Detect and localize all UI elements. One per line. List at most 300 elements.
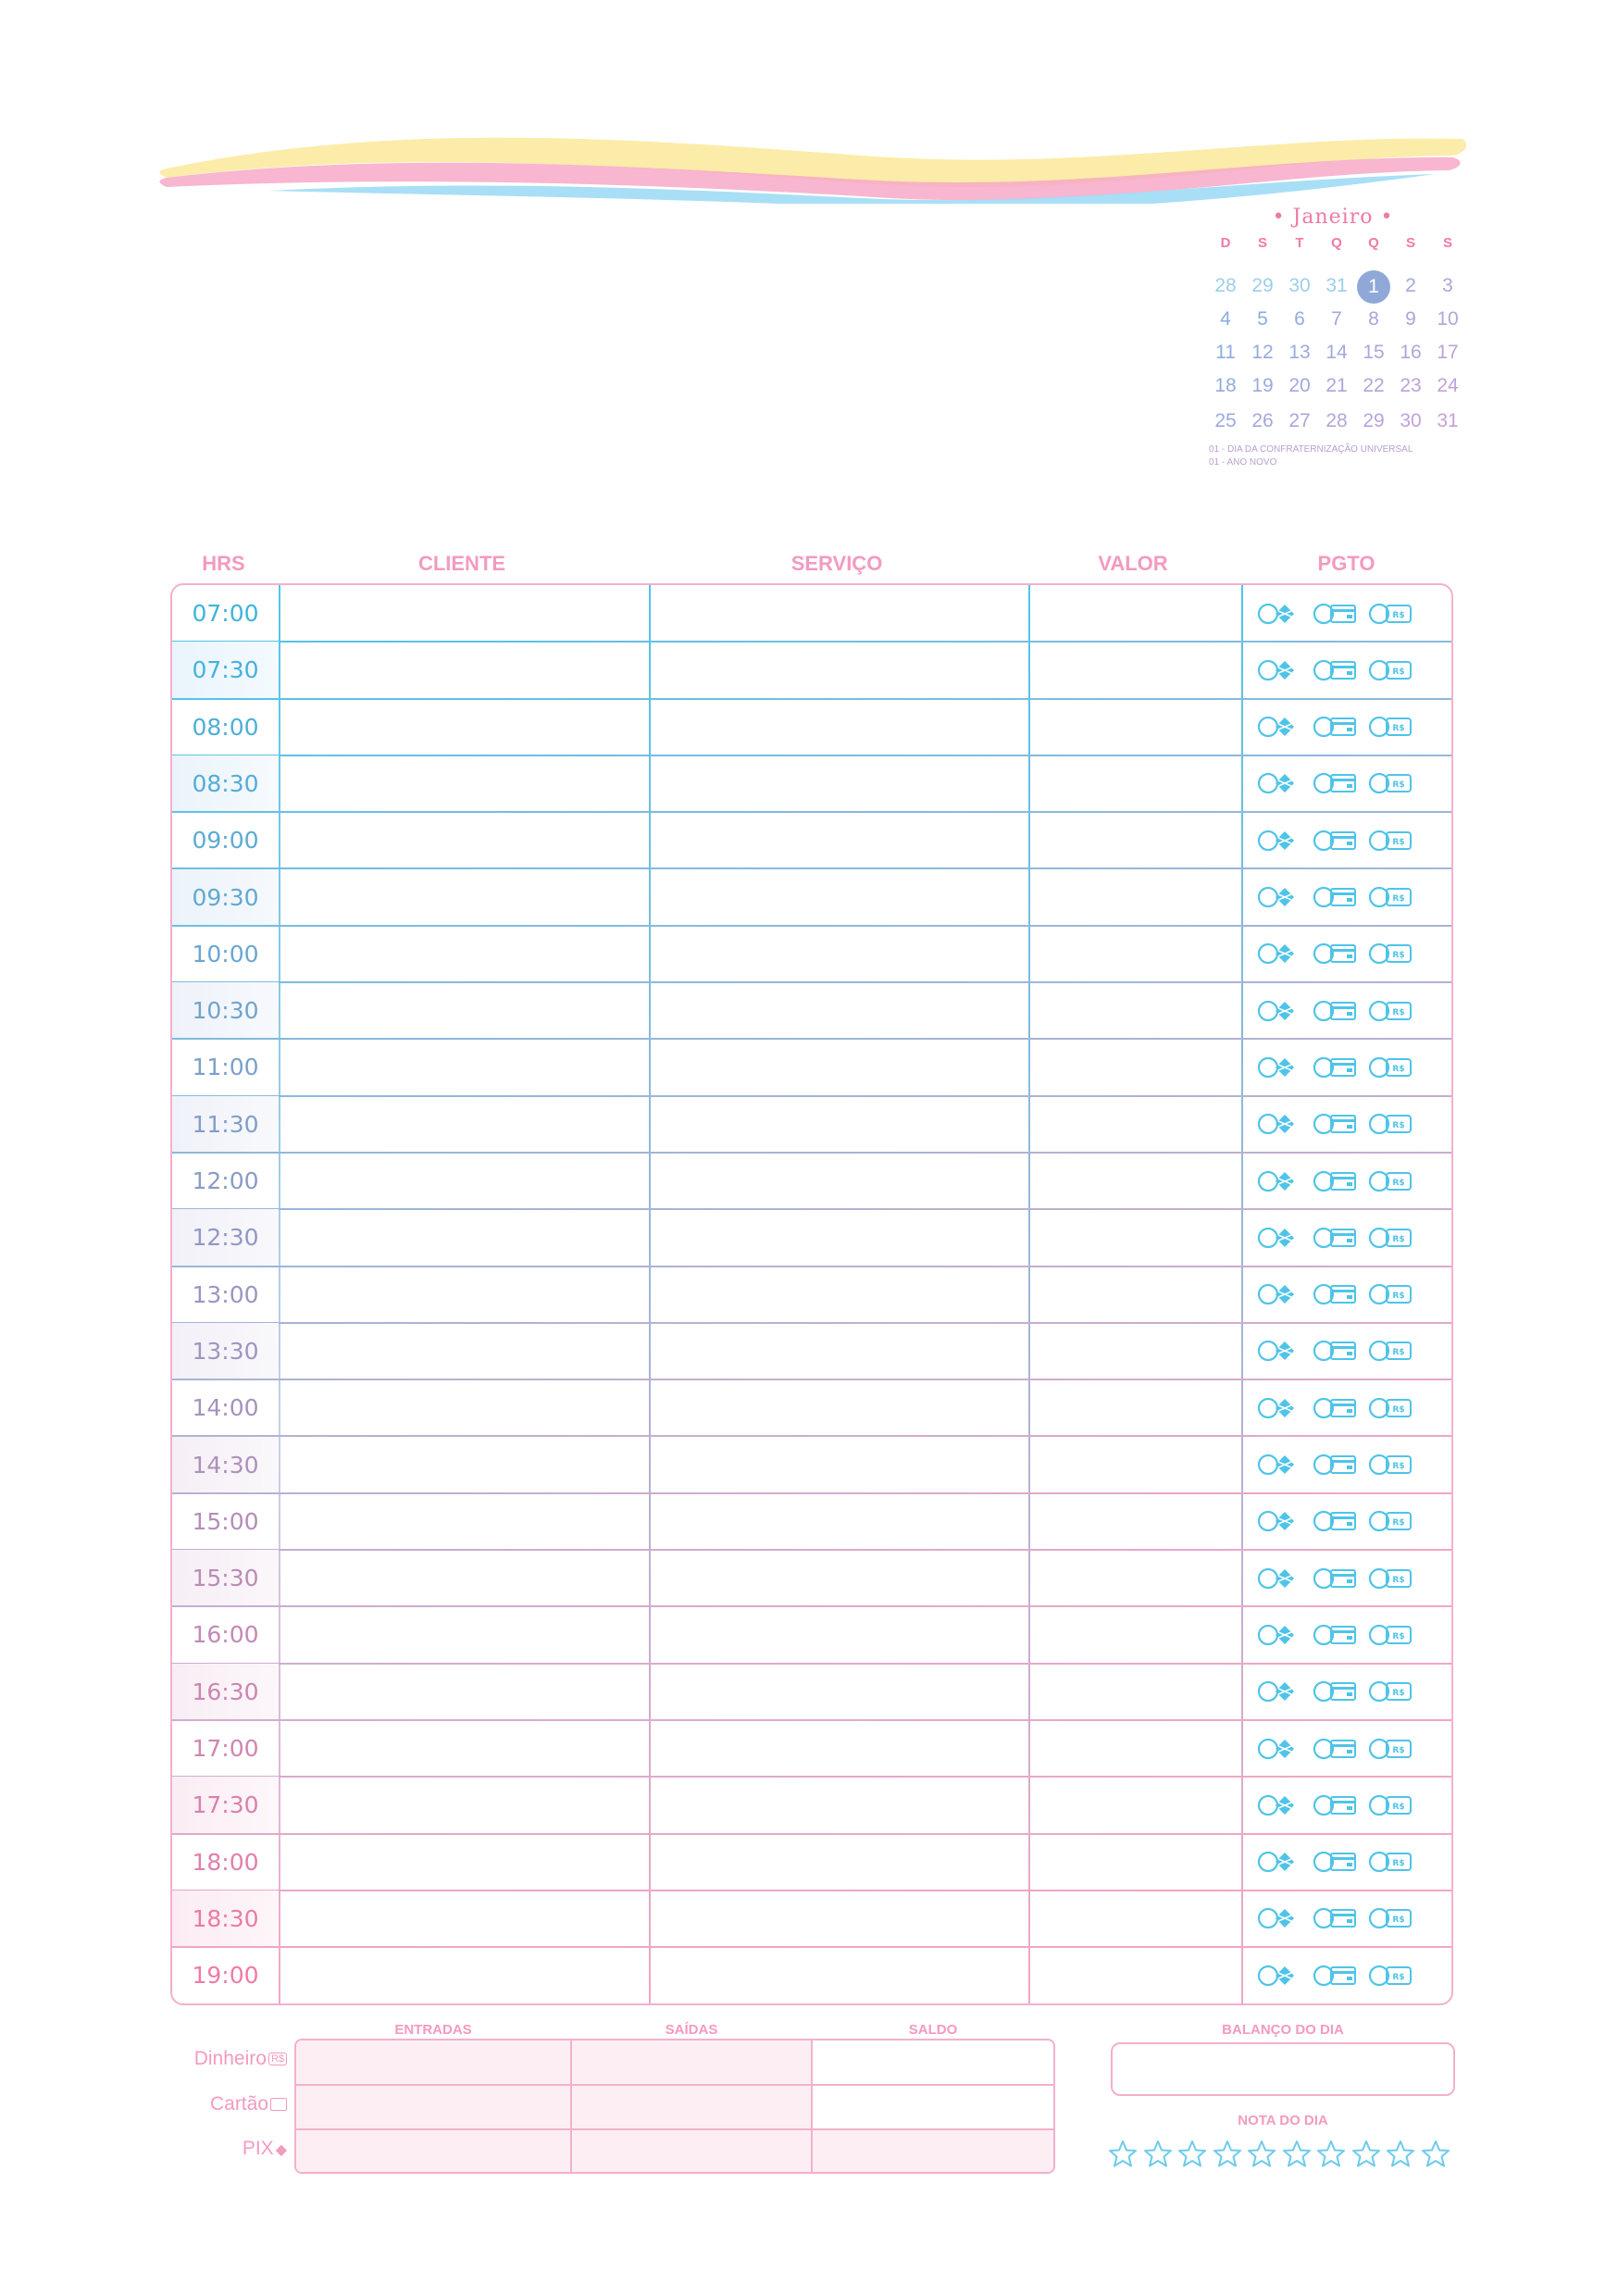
calendar-day[interactable]: 28 <box>1326 410 1348 431</box>
cash-icon <box>1387 775 1411 792</box>
valor-input[interactable] <box>1030 928 1241 980</box>
servico-input[interactable] <box>651 1211 1028 1263</box>
cliente-input[interactable] <box>280 1608 649 1660</box>
valor-input[interactable] <box>1030 1552 1241 1603</box>
calendar-day[interactable]: 22 <box>1363 375 1385 396</box>
calendar-day[interactable]: 26 <box>1251 410 1274 431</box>
payment-option[interactable] <box>1257 714 1303 740</box>
payment-option[interactable] <box>1257 1054 1303 1080</box>
servico-input[interactable] <box>651 1722 1028 1774</box>
card-icon <box>1331 1741 1355 1757</box>
payment-option[interactable] <box>1368 1281 1414 1307</box>
payment-option[interactable] <box>1368 1225 1414 1251</box>
payment-option[interactable] <box>1368 1395 1414 1421</box>
servico-input[interactable] <box>651 1041 1028 1092</box>
payment-option[interactable] <box>1313 998 1359 1024</box>
payment-checkbox <box>1313 1792 1359 1818</box>
payment-checkbox <box>1313 1508 1359 1534</box>
calendar-weekday: S <box>1405 235 1415 251</box>
payment-option[interactable] <box>1313 1338 1359 1364</box>
servico-input[interactable] <box>651 587 1028 639</box>
payment-checkbox <box>1257 601 1303 627</box>
calendar-day[interactable]: 4 <box>1220 308 1231 330</box>
valor-input[interactable] <box>1030 1949 1241 2001</box>
payment-option[interactable] <box>1257 1678 1303 1704</box>
servico-input[interactable] <box>651 1778 1028 1830</box>
valor-input[interactable] <box>1030 1325 1241 1377</box>
payment-options <box>1257 982 1424 1039</box>
calendar-day[interactable]: 20 <box>1288 375 1311 396</box>
cash-icon <box>1387 1627 1411 1643</box>
card-icon <box>1331 1456 1355 1473</box>
pix-icon <box>1276 661 1294 680</box>
servico-input[interactable] <box>651 928 1028 980</box>
cliente-input[interactable] <box>280 814 649 866</box>
payment-option[interactable] <box>1368 1736 1414 1762</box>
svg-text:R$: R$ <box>1392 1915 1405 1926</box>
calendar-day[interactable]: 12 <box>1251 342 1274 363</box>
calendar-day[interactable]: 9 <box>1405 308 1416 330</box>
payment-checkbox <box>1368 941 1414 967</box>
valor-input[interactable] <box>1030 1154 1241 1206</box>
svg-text:R$: R$ <box>1392 1121 1405 1131</box>
payment-option[interactable] <box>1368 601 1414 627</box>
payment-option[interactable] <box>1313 1168 1359 1194</box>
cash-icon <box>1387 1003 1411 1019</box>
cliente-input[interactable] <box>280 1041 649 1092</box>
cliente-input[interactable] <box>280 1722 649 1774</box>
cliente-input[interactable] <box>280 643 649 695</box>
valor-input[interactable] <box>1030 1722 1241 1774</box>
payment-options <box>1257 1890 1424 1947</box>
payment-option[interactable] <box>1368 1054 1414 1080</box>
payment-checkbox <box>1257 884 1303 910</box>
entradas-pix-input[interactable] <box>300 2133 568 2170</box>
payment-checkbox <box>1257 1338 1303 1364</box>
cliente-input[interactable] <box>280 928 649 980</box>
payment-option[interactable] <box>1313 1905 1359 1931</box>
rating-star-icon[interactable] <box>1385 2139 1416 2170</box>
payment-option[interactable] <box>1257 1508 1303 1534</box>
divider <box>570 2040 572 2172</box>
hour-cell <box>172 1834 279 1890</box>
servico-input[interactable] <box>651 871 1028 923</box>
servico-input[interactable] <box>651 1154 1028 1206</box>
payment-option[interactable] <box>1368 884 1414 910</box>
hour-label: 13:00 <box>192 1280 259 1308</box>
payment-option[interactable] <box>1257 941 1303 967</box>
rating-star-icon[interactable] <box>1420 2139 1451 2170</box>
calendar-day[interactable]: 31 <box>1326 275 1348 296</box>
cliente-input[interactable] <box>280 984 649 1036</box>
payment-option[interactable] <box>1257 1338 1303 1364</box>
servico-input[interactable] <box>651 1552 1028 1603</box>
rating-star-icon[interactable] <box>1107 2139 1139 2170</box>
calendar-day[interactable]: 16 <box>1400 342 1422 363</box>
valor-input[interactable] <box>1030 871 1241 923</box>
payment-option[interactable] <box>1368 657 1414 683</box>
payment-checkbox <box>1313 1678 1359 1704</box>
servico-input[interactable] <box>651 814 1028 866</box>
payment-option[interactable] <box>1313 828 1359 854</box>
payment-checkbox <box>1257 1395 1303 1421</box>
calendar-day[interactable]: 14 <box>1326 342 1348 363</box>
servico-input[interactable] <box>651 1949 1028 2001</box>
card-icon <box>1331 1683 1355 1700</box>
payment-option[interactable] <box>1368 1508 1414 1534</box>
payment-option[interactable] <box>1368 1452 1414 1478</box>
payment-option[interactable] <box>1313 1849 1359 1875</box>
valor-input[interactable] <box>1030 814 1241 866</box>
svg-text:R$: R$ <box>1392 894 1405 904</box>
cash-icon <box>1387 1683 1411 1700</box>
hour-label: 13:30 <box>192 1337 259 1365</box>
calendar-day[interactable]: 1 <box>1357 270 1390 304</box>
cliente-input[interactable] <box>280 587 649 639</box>
payment-option[interactable] <box>1368 1111 1414 1137</box>
payment-option[interactable] <box>1257 1736 1303 1762</box>
rating-star-icon[interactable] <box>1350 2139 1382 2170</box>
payment-checkbox <box>1313 1566 1359 1591</box>
valor-input[interactable] <box>1030 701 1241 753</box>
cliente-input[interactable] <box>280 1268 649 1320</box>
rating-star-icon[interactable] <box>1281 2139 1313 2170</box>
card-icon <box>1331 1513 1355 1529</box>
cliente-input[interactable] <box>280 1495 649 1547</box>
calendar-day[interactable]: 3 <box>1442 275 1453 296</box>
payment-options <box>1257 1379 1424 1436</box>
servico-input[interactable] <box>651 1836 1028 1888</box>
hour-cell <box>172 1720 279 1777</box>
payment-options <box>1257 1209 1424 1266</box>
calendar-day[interactable]: 29 <box>1363 410 1385 431</box>
payment-option[interactable] <box>1257 770 1303 796</box>
payment-option[interactable] <box>1313 1963 1359 1989</box>
schedule-row <box>172 1437 1453 1493</box>
payment-option[interactable] <box>1257 657 1303 683</box>
payment-options <box>1257 585 1424 642</box>
valor-input[interactable] <box>1030 1495 1241 1547</box>
payment-checkbox <box>1368 1508 1414 1534</box>
payment-option[interactable] <box>1257 1792 1303 1818</box>
cliente-input[interactable] <box>280 1892 649 1944</box>
payment-option[interactable] <box>1313 1281 1359 1307</box>
payment-checkbox <box>1313 828 1359 854</box>
servico-input[interactable] <box>651 1892 1028 1944</box>
hour-cell <box>172 1323 279 1379</box>
payment-option[interactable] <box>1368 1849 1414 1875</box>
payment-option[interactable] <box>1257 1225 1303 1251</box>
cliente-input[interactable] <box>280 1325 649 1377</box>
svg-text:R$: R$ <box>1392 1631 1405 1641</box>
payment-checkbox <box>1313 770 1359 796</box>
calendar-day[interactable]: 7 <box>1331 308 1342 330</box>
calendar-day[interactable]: 15 <box>1363 342 1385 363</box>
pix-icon <box>1276 718 1294 736</box>
servico-input[interactable] <box>651 701 1028 753</box>
valor-input[interactable] <box>1030 1439 1241 1491</box>
payment-option[interactable] <box>1257 828 1303 854</box>
payment-option[interactable] <box>1313 1678 1359 1704</box>
hour-label: 11:00 <box>192 1054 259 1081</box>
cliente-input[interactable] <box>280 1439 649 1491</box>
pix-icon <box>1276 1285 1294 1304</box>
cliente-input[interactable] <box>280 1211 649 1263</box>
payment-option[interactable] <box>1368 1905 1414 1931</box>
servico-input[interactable] <box>651 1381 1028 1433</box>
pix-icon <box>1276 1512 1294 1530</box>
payment-option[interactable] <box>1257 1452 1303 1478</box>
payment-option[interactable] <box>1257 601 1303 627</box>
payment-option[interactable] <box>1257 1622 1303 1648</box>
payment-options <box>1257 1267 1424 1323</box>
hour-label: 10:00 <box>192 940 259 967</box>
summary-row-cartao <box>176 2093 287 2115</box>
divider <box>296 2128 1053 2130</box>
servico-input[interactable] <box>651 643 1028 695</box>
calendar-day[interactable]: 28 <box>1214 275 1237 296</box>
calendar-day[interactable]: 2 <box>1405 275 1416 296</box>
rating-star-icon[interactable] <box>1176 2139 1208 2170</box>
cliente-input[interactable] <box>280 1949 649 2001</box>
servico-input[interactable] <box>651 1268 1028 1320</box>
hour-cell <box>172 982 279 1039</box>
valor-input[interactable] <box>1030 1778 1241 1830</box>
entradas-cartao-input[interactable] <box>300 2089 568 2126</box>
calendar-day[interactable]: 31 <box>1437 410 1459 431</box>
payment-option[interactable] <box>1368 1338 1414 1364</box>
payment-option[interactable] <box>1257 1111 1303 1137</box>
calendar-day[interactable]: 19 <box>1251 375 1274 396</box>
cash-icon <box>1387 1116 1411 1132</box>
cliente-input[interactable] <box>280 1778 649 1830</box>
header-hrs: HRS <box>202 552 245 575</box>
servico-input[interactable] <box>651 1608 1028 1660</box>
payment-option[interactable] <box>1368 1963 1414 1989</box>
cliente-input[interactable] <box>280 1154 649 1206</box>
cash-icon <box>1387 1342 1411 1359</box>
hour-cell <box>172 1379 279 1436</box>
payment-checkbox <box>1257 1963 1303 1989</box>
valor-input[interactable] <box>1030 757 1241 809</box>
payment-checkbox <box>1368 1736 1414 1762</box>
valor-input[interactable] <box>1030 984 1241 1036</box>
payment-option[interactable] <box>1313 1225 1359 1251</box>
payment-checkbox <box>1368 1849 1414 1875</box>
svg-text:R$: R$ <box>1392 1007 1405 1017</box>
payment-option[interactable] <box>1368 770 1414 796</box>
saidas-pix-input[interactable] <box>576 2133 811 2170</box>
calendar-day[interactable]: 30 <box>1400 410 1422 431</box>
valor-input[interactable] <box>1030 1041 1241 1092</box>
schedule-row <box>172 1606 1453 1663</box>
pix-icon <box>1276 1172 1294 1191</box>
valor-input[interactable] <box>1030 1608 1241 1660</box>
valor-input[interactable] <box>1030 1098 1241 1150</box>
payment-option[interactable] <box>1313 1622 1359 1648</box>
svg-text:R$: R$ <box>1392 1972 1405 1982</box>
cliente-input[interactable] <box>280 1381 649 1433</box>
payment-option[interactable] <box>1257 998 1303 1024</box>
hour-label: 14:30 <box>192 1451 259 1479</box>
payment-option[interactable] <box>1368 941 1414 967</box>
calendar-day[interactable]: 23 <box>1400 375 1422 396</box>
svg-text:R$: R$ <box>1392 1859 1405 1869</box>
calendar-day[interactable]: 6 <box>1294 308 1305 330</box>
pix-icon <box>1276 944 1294 963</box>
payment-option[interactable] <box>1257 1395 1303 1421</box>
cliente-input[interactable] <box>280 871 649 923</box>
servico-input[interactable] <box>651 1439 1028 1491</box>
cliente-input[interactable] <box>280 1552 649 1603</box>
servico-input[interactable] <box>651 1495 1028 1547</box>
cliente-input[interactable] <box>280 757 649 809</box>
calendar-day[interactable]: 8 <box>1368 308 1379 330</box>
calendar-day[interactable]: 17 <box>1437 342 1459 363</box>
payment-option[interactable] <box>1368 714 1414 740</box>
calendar-day[interactable]: 18 <box>1214 375 1237 396</box>
valor-input[interactable] <box>1030 587 1241 639</box>
saldo-dinheiro-input[interactable] <box>816 2044 1053 2081</box>
rating-star-icon[interactable] <box>1142 2139 1174 2170</box>
payment-checkbox <box>1368 828 1414 854</box>
valor-input[interactable] <box>1030 1892 1241 1944</box>
saidas-dinheiro-input[interactable] <box>576 2044 811 2081</box>
payment-checkbox <box>1313 1622 1359 1648</box>
svg-text:R$: R$ <box>1392 1064 1405 1074</box>
svg-text:R$: R$ <box>1392 1348 1405 1358</box>
calendar-day[interactable]: 24 <box>1437 375 1459 396</box>
hour-cell <box>172 1777 279 1833</box>
servico-input[interactable] <box>651 757 1028 809</box>
hour-label: 10:30 <box>192 997 259 1025</box>
schedule-row <box>172 1323 1453 1379</box>
payment-options <box>1257 1947 1424 2003</box>
payment-option[interactable] <box>1368 1792 1414 1818</box>
servico-input[interactable] <box>651 1666 1028 1717</box>
rating-star-icon[interactable] <box>1315 2139 1347 2170</box>
payment-option[interactable] <box>1313 1566 1359 1591</box>
payment-option[interactable] <box>1257 1281 1303 1307</box>
hour-label: 07:30 <box>192 656 259 684</box>
divider <box>811 2040 813 2172</box>
cash-icon <box>1387 1456 1411 1473</box>
svg-text:R$: R$ <box>1392 1234 1405 1244</box>
payment-option[interactable] <box>1313 1395 1359 1421</box>
svg-text:R$: R$ <box>1392 951 1405 961</box>
calendar-day[interactable]: 13 <box>1288 342 1311 363</box>
card-icon <box>1331 1286 1355 1303</box>
valor-input[interactable] <box>1030 1381 1241 1433</box>
valor-input[interactable] <box>1030 1268 1241 1320</box>
payment-option[interactable] <box>1313 1508 1359 1534</box>
payment-checkbox <box>1257 828 1303 854</box>
payment-option[interactable] <box>1313 1736 1359 1762</box>
schedule-table <box>170 583 1453 2005</box>
calendar-day[interactable]: 25 <box>1214 410 1237 431</box>
payment-option[interactable] <box>1368 1168 1414 1194</box>
calendar-day[interactable]: 21 <box>1326 375 1348 396</box>
saldo-pix-input[interactable] <box>816 2133 1053 2170</box>
balance-input[interactable] <box>1111 2042 1455 2096</box>
payment-option[interactable] <box>1368 1622 1414 1648</box>
payment-option[interactable] <box>1257 1963 1303 1989</box>
card-icon <box>1331 662 1355 679</box>
valor-input[interactable] <box>1030 1211 1241 1263</box>
calendar-day[interactable]: 11 <box>1215 342 1236 363</box>
rating-star-icon[interactable] <box>1212 2139 1243 2170</box>
payment-option[interactable] <box>1368 1566 1414 1591</box>
payment-option[interactable] <box>1313 1452 1359 1478</box>
payment-option[interactable] <box>1257 884 1303 910</box>
payment-checkbox <box>1313 1168 1359 1194</box>
hour-label: 07:00 <box>192 600 259 627</box>
payment-option[interactable] <box>1313 770 1359 796</box>
card-icon <box>1331 1173 1355 1190</box>
header-pgto: PGTO <box>1317 552 1375 575</box>
entradas-dinheiro-input[interactable] <box>300 2044 568 2081</box>
payment-checkbox <box>1257 1905 1303 1931</box>
payment-checkbox <box>1257 1225 1303 1251</box>
servico-input[interactable] <box>651 1325 1028 1377</box>
servico-input[interactable] <box>651 1098 1028 1150</box>
payment-option[interactable] <box>1257 1566 1303 1591</box>
rating-star-icon[interactable] <box>1246 2139 1277 2170</box>
balance-label: BALANÇO DO DIA <box>1222 2022 1344 2038</box>
servico-input[interactable] <box>651 984 1028 1036</box>
hour-label: 12:30 <box>192 1224 259 1252</box>
payment-checkbox <box>1257 1849 1303 1875</box>
cliente-input[interactable] <box>280 1666 649 1717</box>
payment-option[interactable] <box>1257 1849 1303 1875</box>
saidas-cartao-input[interactable] <box>576 2089 811 2126</box>
payment-option[interactable] <box>1313 1111 1359 1137</box>
payment-option[interactable] <box>1313 1792 1359 1818</box>
payment-checkbox <box>1368 998 1414 1024</box>
cash-icon <box>1387 1229 1411 1246</box>
cliente-input[interactable] <box>280 1098 649 1150</box>
cliente-input[interactable] <box>280 701 649 753</box>
calendar-day[interactable]: 30 <box>1288 275 1311 296</box>
payment-option[interactable] <box>1313 1054 1359 1080</box>
payment-checkbox <box>1257 1622 1303 1648</box>
cliente-input[interactable] <box>280 1836 649 1888</box>
calendar-day[interactable]: 10 <box>1437 308 1459 330</box>
payment-option[interactable] <box>1313 657 1359 683</box>
pix-icon <box>1276 1455 1294 1474</box>
calendar-weekday: S <box>1257 235 1267 251</box>
payment-option[interactable] <box>1257 1905 1303 1931</box>
calendar-day[interactable]: 5 <box>1257 308 1268 330</box>
payment-option[interactable] <box>1368 998 1414 1024</box>
saldo-cartao-input[interactable] <box>816 2089 1053 2126</box>
calendar-day[interactable]: 29 <box>1251 275 1274 296</box>
payment-options <box>1257 1777 1424 1833</box>
calendar-day[interactable]: 27 <box>1288 410 1311 431</box>
valor-input[interactable] <box>1030 1666 1241 1717</box>
payment-option[interactable] <box>1313 884 1359 910</box>
payment-option[interactable] <box>1313 714 1359 740</box>
payment-option[interactable] <box>1313 941 1359 967</box>
valor-input[interactable] <box>1030 1836 1241 1888</box>
payment-option[interactable] <box>1368 828 1414 854</box>
payment-option[interactable] <box>1313 601 1359 627</box>
header-cliente: CLIENTE <box>417 552 506 575</box>
card-icon <box>1331 1342 1355 1359</box>
valor-input[interactable] <box>1030 643 1241 695</box>
payment-option[interactable] <box>1368 1678 1414 1704</box>
payment-option[interactable] <box>1257 1168 1303 1194</box>
